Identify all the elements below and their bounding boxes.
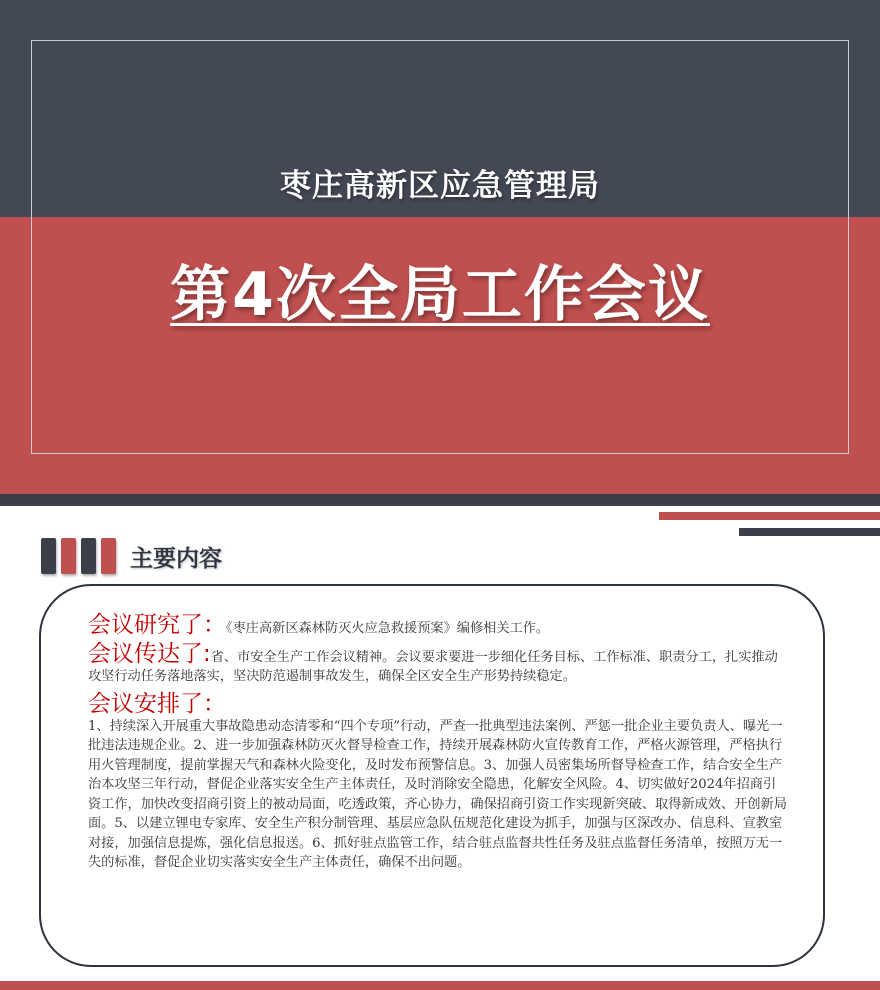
divider-strip	[0, 494, 880, 506]
researched-heading: 会议研究了：	[88, 612, 226, 638]
meeting-title: 第4次全局工作会议	[170, 260, 710, 330]
arranged-paragraph	[88, 691, 788, 873]
bar-dark-1	[41, 538, 56, 574]
conveyed-text: 省、市安全生产工作会议精神。会议要求要进一步细化任务目标、工作标准、职责分工，扎实推动攻坚行动任务落地落实，坚决防范遏制事故发生，确保全区安全生产形势持续稳定。	[88, 649, 778, 684]
conveyed-heading: 会议传达了:	[88, 640, 211, 667]
bar-dark-2	[81, 538, 96, 574]
accent-line-dark	[739, 528, 880, 536]
arranged-heading: 会议安排了：	[88, 690, 226, 717]
section-title: 主要内容	[130, 546, 222, 572]
bar-red-1	[61, 538, 76, 574]
bar-red-2	[101, 538, 116, 574]
researched-paragraph	[88, 612, 788, 639]
researched-text: 《枣庄高新区森林防灭火应急救援预案》编修相关工作。	[226, 621, 550, 636]
conveyed-paragraph	[88, 641, 788, 687]
arranged-text: 1、持续深入开展重大事故隐患动态清零和“四个专项”行动，严查一批典型违法案例、严惩一批企业主要负责人、曝光一批违法违规企业。2、进一步加强森林防灭火督导检查工作，持续开展森林防火宣传教育工作，严格火源管理，严格执行用火管理制度，提前掌握天气和森林火险变化，及时发布预警信息。3、加强人员密集场所督导检查工作，结合安全生产治本攻坚三年行动，督促企业落实安全生产主体责任，及时消除安全隐患，化解安全风险。4、切实做好2024年招商引资工作，加快改变招商引资上的被动局面，吃透政策，齐心协力，确保招商引资工作实现新突破、取得新成效、开创新局面。5、以建立锂电专家库、安全生产积分制管理、基层应急队伍规范化建设为抓手，加强与区深改办、信息科、宣教室对接，加强信息提炼，强化信息报送。6、抓好驻点监管工作，结合驻点监督共性任务及驻点监督任务清单，按照万无一失的标准，督促企业切实落实安全生产主体责任，确保不出问题。	[88, 718, 787, 870]
footer-bar	[0, 981, 880, 990]
accent-line-red	[659, 512, 880, 520]
organization-title: 枣庄高新区应急管理局	[280, 168, 600, 204]
content-body	[88, 612, 788, 873]
